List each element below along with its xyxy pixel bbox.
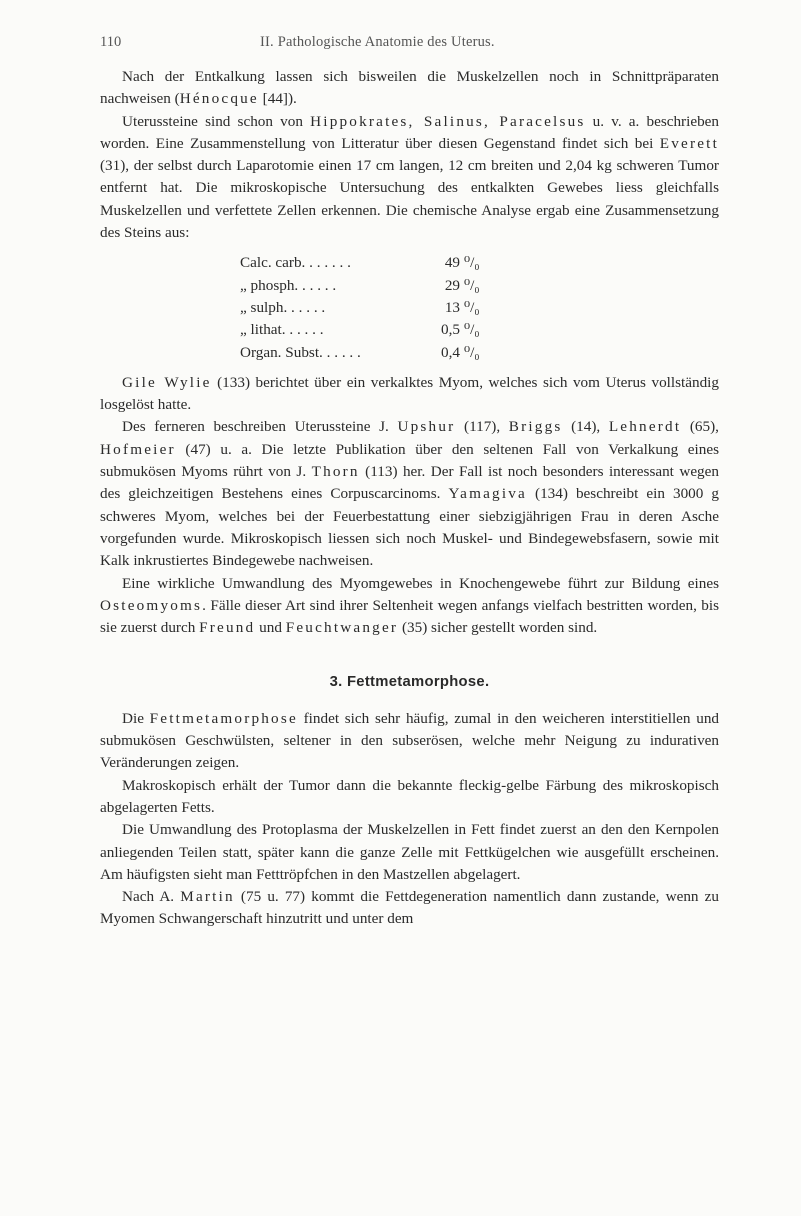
author-name: Thorn bbox=[311, 463, 360, 481]
section-heading: 3. Fettmetamorphose. bbox=[329, 674, 490, 691]
text: Nach der Entkalkung lassen sich bisweilen die Muskelzellen noch in Schnittpräparaten nachweisen ( bbox=[100, 68, 719, 108]
emphasized-term: Osteomyoms bbox=[100, 596, 203, 614]
emphasized-term: Fettmetamorphose bbox=[149, 709, 298, 727]
text: findet sich sehr häufig, zumal in den weicheren interstitiellen und submukösen Geschwülsten, seltener in den subserösen, welche mehr Neigung zu indurativen Veränderungen zeigen. bbox=[100, 709, 720, 772]
author-name: Freund bbox=[199, 619, 256, 637]
table-unit: ⁰/₀ bbox=[464, 254, 480, 272]
text: Nach A. bbox=[122, 888, 181, 906]
text: und bbox=[255, 619, 286, 637]
text: (65), bbox=[681, 418, 719, 436]
table-unit: ⁰/₀ bbox=[464, 321, 480, 339]
paragraph bbox=[100, 372, 719, 417]
table-label: Organ. Subst. . . . . . bbox=[240, 343, 361, 361]
page-number: 110 bbox=[100, 34, 122, 50]
paragraph bbox=[100, 416, 719, 572]
text: (14), bbox=[562, 418, 609, 436]
table-row bbox=[240, 319, 480, 341]
author-name: Everett bbox=[659, 134, 719, 152]
text: (47) u. a. Die letzte Publikation über den seltenen Fall von Verkalkung eines submukösen Myoms rührt von J. bbox=[100, 440, 719, 481]
running-title: II. Pathologische Anatomie des Uterus. bbox=[260, 34, 495, 50]
body-text bbox=[100, 66, 719, 931]
author-name: Martin bbox=[180, 888, 235, 906]
text: (134) beschreibt ein 3000 g schweres Myom, welches bei der Feuerbestattung einer siebzigjährigen Frau in deren Asche vorgefunden wurde. Mikroskopisch liessen sich noch Muskel- und Bindegewebsfasern, sowie mit Kalk inkrustiertes Bindegewebe nachweisen. bbox=[100, 485, 719, 570]
text: (35) sicher gestellt worden sind. bbox=[398, 619, 598, 637]
text: Uterussteine sind schon von bbox=[122, 112, 311, 130]
author-name: Lehnerdt bbox=[608, 418, 682, 436]
text: Die bbox=[122, 709, 150, 727]
author-name: Upshur bbox=[397, 418, 456, 436]
text: . Fälle dieser Art sind ihrer Seltenheit wegen anfangs vielfach bestritten worden, bis sie zuerst durch bbox=[100, 596, 719, 637]
text: Des ferneren beschreiben Uterussteine J. bbox=[122, 418, 398, 436]
paragraph bbox=[100, 66, 719, 111]
table-label: „ sulph. . . . . . bbox=[240, 298, 326, 316]
table-value: 13 bbox=[444, 298, 460, 316]
author-name: Feuchtwanger bbox=[285, 619, 399, 637]
author-names: Hippokrates, Salinus, Paracelsus bbox=[310, 112, 586, 130]
text: (31), der selbst durch Laparotomie einen 17 cm langen, 12 cm breiten und 2,04 kg schweren Tumor entfernt hat. Die mikroskopische Untersuchung des entkalkten Gewebes liess gleichfalls Muskelzellen und verfettete Zellen erkennen. Die chemische Analyse ergab eine Zusammensetzung des Steins aus: bbox=[100, 157, 719, 242]
author-name: Yamagiva bbox=[448, 485, 527, 503]
text: Eine wirkliche Umwandlung des Myomgewebes in Knochengewebe führt zur Bildung eines bbox=[122, 574, 719, 592]
table-value: 29 bbox=[444, 276, 460, 294]
table-unit: ⁰/₀ bbox=[464, 343, 480, 361]
table-row bbox=[240, 275, 480, 297]
analysis-table bbox=[240, 252, 480, 363]
paragraph bbox=[100, 573, 719, 640]
table-value: 0,5 bbox=[441, 321, 460, 339]
table-row bbox=[240, 297, 480, 319]
text: (113) her. Der Fall ist noch besonders interessant wegen des gleichzeitigen Bestehens eines Corpuscarcinoms. bbox=[100, 463, 719, 503]
table-value: 49 bbox=[444, 254, 460, 272]
table-unit: ⁰/₀ bbox=[464, 298, 480, 316]
author-name: Hénocque bbox=[179, 90, 259, 108]
paragraph: Makroskopisch erhält der Tumor dann die bekannte fleckig-gelbe Färbung des mikroskopisch abgelagerten Fetts. bbox=[100, 776, 719, 816]
author-name: Hofmeier bbox=[100, 440, 176, 458]
table-label: Calc. carb. . . . . . . bbox=[240, 254, 351, 272]
table-row bbox=[240, 342, 480, 364]
paragraph bbox=[100, 111, 719, 245]
text: (117), bbox=[455, 418, 509, 436]
paragraph bbox=[100, 708, 719, 775]
table-unit: ⁰/₀ bbox=[464, 276, 480, 294]
paragraph bbox=[100, 886, 719, 931]
table-label: „ lithat. . . . . . bbox=[240, 321, 324, 339]
text: [44]). bbox=[258, 90, 297, 108]
author-name: Gile Wylie bbox=[122, 373, 212, 391]
text: u. v. a. beschrieben worden. Eine Zusammenstellung von Litteratur über diesen Gegenstand findet sich bei bbox=[100, 112, 720, 152]
table-row bbox=[240, 252, 480, 274]
table-value: 0,4 bbox=[441, 343, 460, 361]
text: (75 u. 77) kommt die Fettdegeneration namentlich dann zustande, wenn zu Myomen Schwangerschaft hinzutritt und unter dem bbox=[100, 888, 719, 928]
text: (133) berichtet über ein verkalktes Myom, welches sich vom Uterus vollständig losgelöst hatte. bbox=[100, 373, 719, 414]
author-name: Briggs bbox=[508, 418, 563, 436]
table-label: „ phosph. . . . . . bbox=[240, 276, 337, 294]
paragraph: Die Umwandlung des Protoplasma der Muskelzellen in Fett findet zuerst an den den Kernpolen anliegenden Teilen statt, später kann die ganze Zelle mit Fettkügelchen wie ausgefüllt erscheinen. Am häufigsten sieht man Fetttröpfchen in den Mastzellen abgelagert. bbox=[100, 821, 719, 883]
